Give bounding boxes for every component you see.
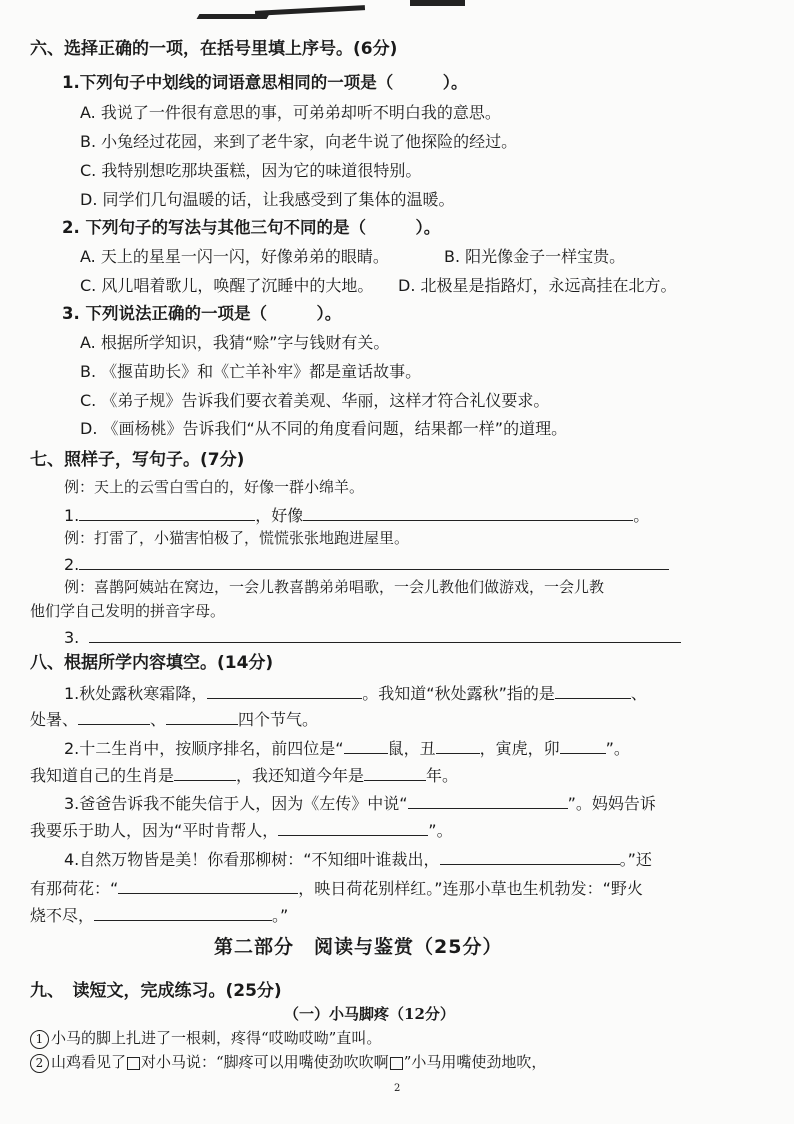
q3-option-d: D. 《画杨桃》告诉我们“从不同的角度看问题，结果都一样”的道理。 <box>80 419 568 438</box>
fill-4-text-a: 4.自然万物皆是美！你看那柳树：“不知细叶谁裁出， <box>64 850 440 869</box>
fill-1-line-b <box>30 708 318 731</box>
fill-1-text-c: 、 <box>630 684 647 703</box>
q1-option-c: C. 我特别想吃那块蛋糕，因为它的味道很特别。 <box>80 161 422 180</box>
fill-3-text-c: 我要乐于助人，因为“平时肯帮人， <box>30 821 279 840</box>
example-2: 例：打雷了，小猫害怕极了，慌慌张张地跑进屋里。 <box>64 529 410 547</box>
fill-3-line-b <box>30 819 453 842</box>
paragraph-2 <box>30 1051 546 1073</box>
fill-2-text-c: ，寅虎，卯 <box>479 739 560 758</box>
fill-2-text-a: 2.十二生肖中，按顺序排名，前四位是“ <box>64 739 344 758</box>
fill-3-blank-b[interactable] <box>278 819 428 836</box>
q2-option-a: A. 天上的星星一闪一闪，好像弟弟的眼睛。 <box>80 247 389 266</box>
example-3-line-a: 例：喜鹊阿姨站在窝边，一会儿教喜鹊弟弟唱歌，一会儿教他们做游戏，一会儿教 <box>64 578 605 596</box>
q1-stem: 1.下列句子中划线的词语意思相同的一项是（ ）。 <box>62 73 468 92</box>
fill-3-text-b: ”。妈妈告诉 <box>567 794 656 813</box>
paragraph-2-number: 2 <box>30 1054 49 1073</box>
fill-1-text-e: 、 <box>150 710 167 729</box>
q1-option-b: B. 小兔经过花园，来到了老牛家，向老牛说了他探险的经过。 <box>80 132 518 151</box>
paragraph-2-text-a: 山鸡看见了 <box>51 1053 127 1071</box>
section6-title: 六、选择正确的一项，在括号里填上序号。(6分) <box>30 39 398 59</box>
fill-2-line-b <box>30 764 458 787</box>
fill-2-text-g: 年。 <box>426 766 459 785</box>
paragraph-2-text-b: 对小马说：“脚疼可以用嘴使劲吹吹啊 <box>141 1053 389 1071</box>
sentence-3-line <box>64 626 681 649</box>
fill-1-text-f: 四个节气。 <box>238 710 319 729</box>
fill-4-text-e: 烧不尽， <box>30 906 95 925</box>
fill-1-text-d: 处暑、 <box>30 710 79 729</box>
sentence-3-number: 3. <box>64 628 80 647</box>
fill-1-blank-d[interactable] <box>166 708 238 725</box>
sentence-2-number: 2. <box>64 555 80 574</box>
fill-1-text-a: 1.秋处露秋寒霜降， <box>64 684 208 703</box>
fill-1-blank-c[interactable] <box>78 708 150 725</box>
scan-artifact <box>410 0 465 6</box>
sentence-2-blank[interactable] <box>79 553 669 570</box>
fill-1-blank-a[interactable] <box>207 682 362 699</box>
fill-2-blank-b[interactable] <box>436 737 480 754</box>
paragraph-1 <box>30 1027 381 1049</box>
fill-2-blank-a[interactable] <box>344 737 388 754</box>
fill-4-blank-c[interactable] <box>94 904 272 921</box>
q2-stem: 2. 下列句子的写法与其他三句不同的是（ ）。 <box>62 218 441 237</box>
q2-option-d: D. 北极星是指路灯，永远高挂在北方。 <box>398 276 677 295</box>
punctuation-box[interactable] <box>127 1057 140 1070</box>
sentence-1-number: 1. <box>64 506 80 525</box>
fill-2-blank-d[interactable] <box>174 764 236 781</box>
section7-title: 七、照样子，写句子。(7分) <box>30 450 245 470</box>
example-1: 例：天上的云雪白雪白的，好像一群小绵羊。 <box>64 478 365 496</box>
fill-4-blank-b[interactable] <box>118 877 298 894</box>
fill-2-line-a <box>64 737 630 760</box>
q3-stem: 3. 下列说法正确的一项是（ ）。 <box>62 304 342 323</box>
fill-4-line-c <box>30 904 288 927</box>
fill-4-line-b <box>30 877 643 900</box>
sentence-1-end: 。 <box>633 506 650 525</box>
fill-3-text-d: ”。 <box>428 821 453 840</box>
sentence-1-blank-b[interactable] <box>303 504 633 521</box>
fill-3-text-a: 3.爸爸告诉我不能失信于人，因为《左传》中说“ <box>64 794 408 813</box>
paragraph-1-text: 小马的脚上扎进了一根刺，疼得“哎呦哎呦”直叫。 <box>51 1029 382 1047</box>
fill-2-text-e: 我知道自己的生肖是 <box>30 766 175 785</box>
q1-option-a: A. 我说了一件很有意思的事，可弟弟却听不明白我的意思。 <box>80 103 501 122</box>
section8-title: 八、根据所学内容填空。(14分) <box>30 653 274 673</box>
scan-artifact <box>255 5 365 16</box>
fill-1-blank-b[interactable] <box>555 682 631 699</box>
fill-2-text-f: ，我还知道今年是 <box>236 766 365 785</box>
q3-option-b: B. 《揠苗助长》和《亡羊补牢》都是童话故事。 <box>80 362 422 381</box>
example-3-line-b: 他们学自己发明的拼音字母。 <box>30 602 226 620</box>
q1-option-d: D. 同学们几句温暖的话，让我感受到了集体的温暖。 <box>80 190 455 209</box>
section9-title: 九、 读短文，完成练习。(25分) <box>30 981 282 1001</box>
fill-4-blank-a[interactable] <box>440 848 620 865</box>
fill-4-text-d: ，映日荷花别样红。”连那小草也生机勃发：“野火 <box>298 879 643 898</box>
fill-4-line-a <box>64 848 652 871</box>
sentence-1-blank-a[interactable] <box>79 504 255 521</box>
fill-2-blank-e[interactable] <box>364 764 426 781</box>
page-number: 2 <box>394 1083 401 1094</box>
fill-2-text-b: 鼠，丑 <box>387 739 436 758</box>
fill-3-line-a <box>64 792 656 815</box>
q2-option-b: B. 阳光像金子一样宝贵。 <box>444 247 626 266</box>
sentence-1-line <box>64 504 649 527</box>
passage-subtitle: （一）小马脚疼（12分） <box>284 1005 455 1023</box>
fill-3-blank-a[interactable] <box>408 792 568 809</box>
q3-option-a: A. 根据所学知识，我猜“赊”字与钱财有关。 <box>80 333 390 352</box>
sentence-2-line <box>64 553 669 576</box>
fill-2-text-d: ”。 <box>605 739 630 758</box>
fill-4-text-b: 。”还 <box>619 850 652 869</box>
fill-4-text-f: 。” <box>272 906 289 925</box>
sentence-1-mid: ，好像 <box>255 506 304 525</box>
fill-1-line-a <box>64 682 647 705</box>
paragraph-1-number: 1 <box>30 1030 49 1049</box>
fill-1-text-b: 。我知道“秋处露秋”指的是 <box>362 684 555 703</box>
fill-4-text-c: 有那荷花：“ <box>30 879 119 898</box>
q3-option-c: C. 《弟子规》告诉我们要衣着美观、华丽，这样才符合礼仪要求。 <box>80 391 550 410</box>
fill-2-blank-c[interactable] <box>560 737 606 754</box>
part2-title: 第二部分 阅读与鉴赏（25分） <box>214 936 503 958</box>
q2-option-c: C. 风儿唱着歌儿，唤醒了沉睡中的大地。 <box>80 276 374 295</box>
paragraph-2-text-c: ”小马用嘴使劲地吹， <box>403 1053 547 1071</box>
sentence-3-blank[interactable] <box>89 626 681 643</box>
punctuation-box[interactable] <box>390 1057 403 1070</box>
